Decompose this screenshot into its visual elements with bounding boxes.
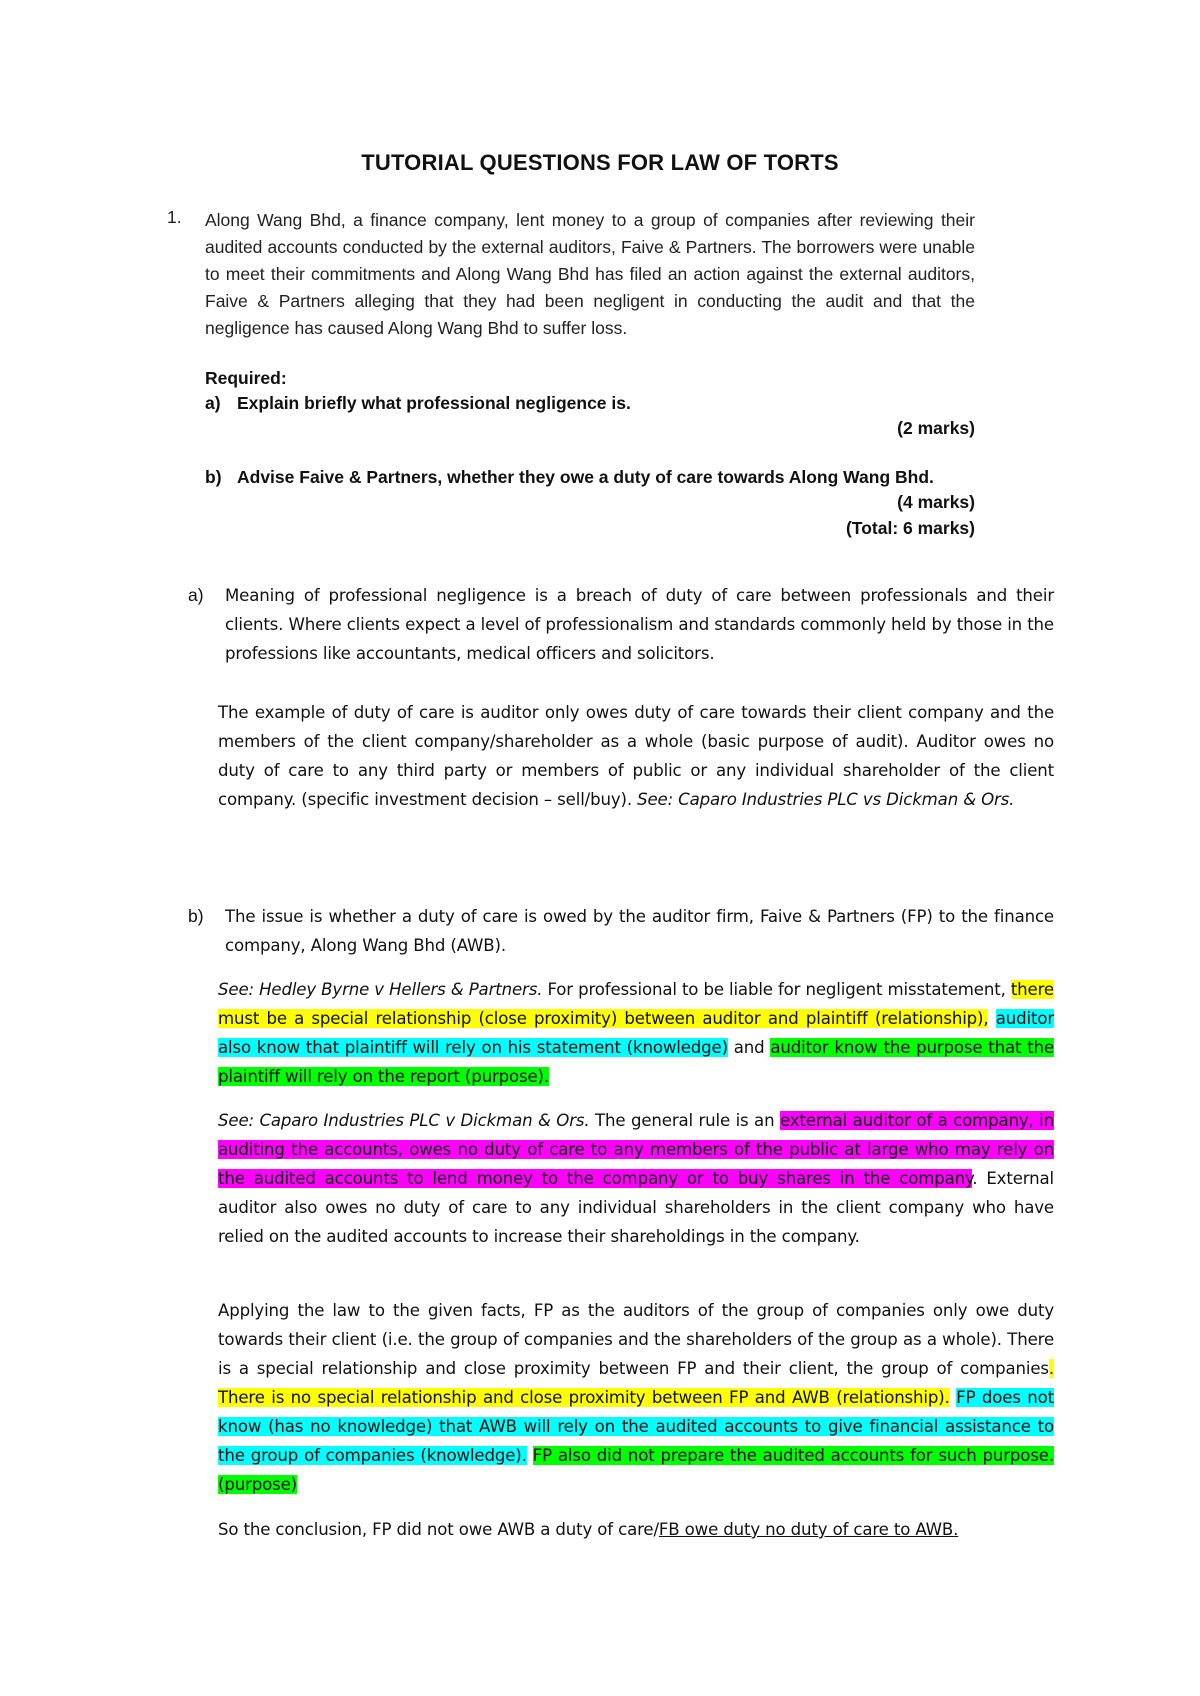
answer-b-paragraph-4: [218, 1296, 1054, 1499]
answer-b-paragraph-1: The issue is whether a duty of care is owed by the auditor firm, Faive & Partners (FP) to the finance company, Along Wang Bhd (AWB).: [225, 907, 1054, 955]
answer-b-conclusion: [218, 1515, 1054, 1544]
highlight-magenta-general-rule: external auditor of a company, in auditing the accounts, owes no duty of care to any members of the public at large who may rely on the audited accounts to lend money to the company or to buy shares in the company: [218, 1111, 1055, 1188]
answer-b-conclusion-underlined: FB owe duty no duty of care to AWB.: [658, 1520, 959, 1539]
answer-b-conclusion-lead: So the conclusion, FP did not owe AWB a duty of care/: [218, 1520, 659, 1539]
question-part-a-text: Explain briefly what professional negligence is.: [237, 393, 631, 413]
answer-b-p4-lead: Applying the law to the given facts, FP as the auditors of the group of companies only owe duty towards their client (i.e. the group of companies and the shareholders of the group as a whole). There is a special relationship and close proximity between FP and their client, the group of companies: [218, 1301, 1054, 1378]
question-part-b-marks: (4 marks): [897, 492, 975, 512]
highlight-cyan-knowledge: auditor also know that plaintiff will rely on his statement (knowledge): [218, 1009, 1054, 1057]
answer-a-letter: a): [188, 585, 204, 605]
question-part-b-text: Advise Faive & Partners, whether they owe a duty of care towards Along Wang Bhd.: [237, 467, 934, 487]
required-label: Required:: [205, 368, 287, 388]
answer-b-letter: b): [188, 906, 204, 926]
answer-a-paragraph-2-text: The example of duty of care is auditor only owes duty of care towards their client company and the members of the client company/shareholder as a whole (basic purpose of audit). Auditor owes no duty of care to any third party or members of public or any individual shareholder of the client company. (specific investment decision – sell/buy).: [218, 703, 1054, 809]
answer-a-paragraph-1: Meaning of professional negligence is a breach of duty of care between professionals and their clients. Where clients expect a level of professionalism and standards commonly held by those in the professions like accountants, medical officers and solicitors.: [225, 586, 1054, 663]
highlight-green-application: FP also did not prepare the audited accounts for such purpose. (purpose): [218, 1446, 1054, 1494]
answer-a-paragraph-2: [218, 698, 1054, 814]
question-total-marks: (Total: 6 marks): [845, 518, 975, 538]
answer-b-p2-lead: For professional to be liable for negligent misstatement,: [542, 980, 1011, 999]
highlight-yellow-application: . There is no special relationship and close proximity between FP and AWB (relationship).: [218, 1359, 1054, 1407]
question-part-a-marks: (2 marks): [897, 418, 975, 438]
answer-b-p3-lead: The general rule is an: [589, 1111, 780, 1130]
answer-b-p2-mid: and: [727, 1038, 771, 1057]
answer-b-paragraph-3: [218, 1106, 1054, 1251]
highlight-cyan-application: FP does not know (has no knowledge) that AWB will rely on the audited accounts to give financial assistance to the group of companies (knowledge).: [218, 1388, 1054, 1465]
question-text: Along Wang Bhd, a finance company, lent money to a group of companies after reviewing their audited accounts conducted by the external auditors, Faive & Partners. The borrowers were unable to meet their commitments and Along Wang Bhd has filed an action against the external auditors, Faive & Partners alleging that they had been negligent in conducting the audit and that the negligence has caused Along Wang Bhd to suffer loss.: [205, 210, 975, 338]
answer-b-paragraph-2: [218, 975, 1054, 1091]
highlight-green-purpose: auditor know the purpose that the plaintiff will rely on the report (purpose).: [218, 1038, 1054, 1086]
answer-b-case-caparo: See: Caparo Industries PLC v Dickman & Ors.: [218, 1111, 590, 1130]
answer-b-case-hedley: See: Hedley Byrne v Hellers & Partners.: [218, 980, 543, 999]
question-part-b: [205, 467, 934, 488]
question-number: 1.: [167, 207, 182, 227]
question-part-b-letter: b): [205, 467, 222, 487]
question-part-a-letter: a): [205, 393, 221, 413]
answer-a-case-citation: See: Caparo Industries PLC vs Dickman & Ors.: [637, 790, 1015, 809]
highlight-yellow-relationship: there must be a special relationship (close proximity) between auditor and plaintiff (relationship),: [218, 980, 1054, 1028]
page-title: TUTORIAL QUESTIONS FOR LAW OF TORTS: [361, 150, 839, 175]
question-part-a: [205, 393, 631, 414]
answer-b-p3-tail: . External auditor also owes no duty of care to any individual shareholders in the client company who have relied on the audited accounts to increase their shareholdings in the company.: [218, 1169, 1054, 1246]
